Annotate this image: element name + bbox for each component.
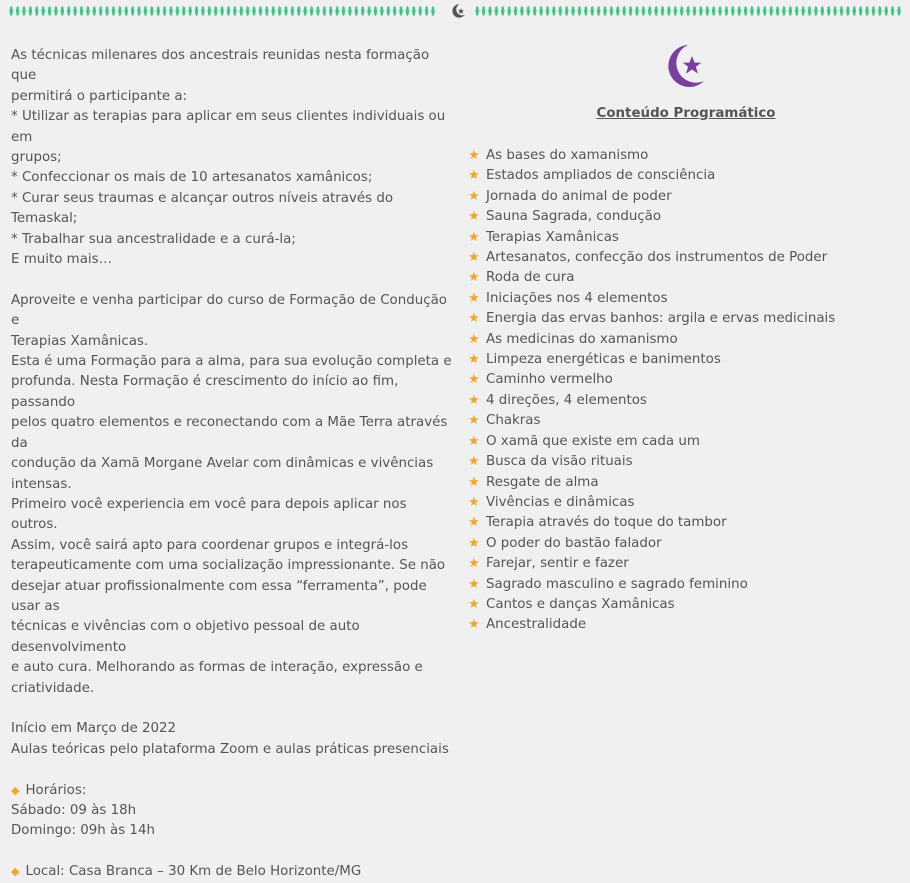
list-item [468, 452, 835, 472]
list-item [468, 350, 835, 370]
body-line: profunda. Nesta Formação é crescimento do início ao fim, passando [11, 374, 399, 410]
topic-label: Resgate de alma [486, 474, 599, 490]
body-line: e auto cura. Melhorando as formas de interação, expressão e [11, 660, 423, 676]
intro-line: grupos; [11, 150, 62, 166]
topic-label: Estados ampliados de consciência [486, 168, 716, 184]
list-item [468, 146, 835, 166]
divider-line-left [8, 5, 436, 17]
schedule-heading [11, 781, 456, 801]
intro-line: E muito mais… [11, 252, 113, 268]
body-line: desejar atuar profissionalmente com essa “ferramenta”, pode usar as [11, 578, 427, 614]
topic-label: O xamã que existe em cada um [486, 433, 700, 449]
body-line: Primeiro você experiencia em você para depois aplicar nos outros. [11, 496, 407, 533]
list-item [468, 493, 835, 513]
body-line: intensas. [11, 476, 72, 492]
intro-line: * Trabalhar sua ancestralidade e a curá-la; [11, 231, 296, 247]
star-icon: ★ [468, 352, 480, 368]
topics-list [468, 146, 835, 636]
body-line: técnicas e vivências com o objetivo pessoal de auto desenvolvimento [11, 619, 360, 655]
list-item [468, 575, 835, 595]
intro-line: As técnicas milenares dos ancestrais reunidas nesta formação que [11, 48, 430, 84]
list-item [468, 595, 835, 615]
topic-label: Busca da visão rituais [486, 454, 633, 470]
star-icon: ★ [468, 454, 480, 470]
location-info [11, 862, 456, 882]
body-line: Esta é uma Formação para a alma, para sua evolução completa e [11, 354, 452, 370]
list-item [468, 411, 835, 431]
body-line: pelos quatro elementos e reconectando com a Mãe Terra através da [11, 415, 448, 451]
star-icon: ★ [468, 474, 480, 490]
star-icon: ★ [468, 148, 480, 163]
star-icon: ★ [468, 229, 480, 245]
list-item [468, 268, 835, 288]
topic-label: Terapia através do toque do tambor [486, 515, 727, 531]
intro-line: * Confeccionar os mais de 10 artesanatos xamânicos; [11, 170, 373, 186]
list-item [468, 473, 835, 493]
list-item [468, 309, 835, 329]
star-icon: ★ [468, 515, 480, 531]
divider-line-right [474, 5, 902, 17]
star-icon: ★ [468, 250, 480, 266]
star-icon: ★ [468, 290, 480, 306]
star-icon: ★ [468, 413, 480, 429]
star-icon: ★ [468, 372, 480, 388]
list-item [468, 432, 835, 452]
intro-paragraph [11, 46, 456, 270]
star-icon: ★ [468, 556, 480, 572]
topic-label: Caminho vermelho [486, 372, 613, 388]
body-line: condução da Xamã Morgane Avelar com dinâmicas e vivências [11, 456, 434, 472]
list-item [468, 228, 835, 248]
moon-star-logo-icon [664, 44, 712, 88]
diamond-bullet-icon: ◆ [11, 865, 20, 879]
topic-label: O poder do bastão falador [486, 535, 662, 551]
intro-line: permitirá o participante a: [11, 88, 188, 104]
course-description [11, 46, 456, 883]
topic-label: Sauna Sagrada, condução [486, 209, 662, 225]
topic-label: Artesanatos, confecção dos instrumentos de Poder [486, 250, 828, 266]
star-icon: ★ [468, 596, 480, 612]
topic-label: Chakras [486, 413, 541, 429]
list-item [468, 513, 835, 533]
body-line: criatividade. [11, 680, 95, 696]
star-icon: ★ [468, 433, 480, 449]
diamond-bullet-icon: ◆ [11, 783, 20, 797]
topic-label: Jornada do animal de poder [486, 188, 672, 204]
list-item [468, 166, 835, 186]
star-icon: ★ [468, 188, 480, 204]
star-icon: ★ [468, 617, 480, 633]
section-title: Conteúdo Programático [596, 106, 776, 121]
start-date: Início em Março de 2022 [11, 721, 177, 737]
location-text: Local: Casa Branca – 30 Km de Belo Horizonte/MG [25, 864, 362, 880]
class-format: Aulas teóricas pelo plataforma Zoom e aulas práticas presenciais [11, 741, 449, 757]
moon-star-icon [449, 2, 467, 20]
list-item [468, 615, 835, 635]
list-item [468, 330, 835, 350]
list-item [468, 554, 835, 574]
star-icon: ★ [468, 494, 480, 510]
intro-line: * Curar seus traumas e alcançar outros níveis através do Temaskal; [11, 190, 394, 227]
list-item [468, 207, 835, 227]
list-item [468, 248, 835, 268]
star-icon: ★ [468, 270, 480, 286]
schedule-label: Horários: [25, 782, 87, 798]
topic-label: Terapias Xamânicas [486, 229, 619, 245]
schedule-sunday: Domingo: 09h às 14h [11, 823, 155, 839]
topic-label: As bases do xamanismo [486, 148, 649, 163]
schedule-saturday: Sábado: 09 às 18h [11, 802, 137, 818]
star-icon: ★ [468, 311, 480, 327]
topic-label: Energia das ervas banhos: argila e ervas medicinais [486, 311, 836, 327]
topic-label: Sagrado masculino e sagrado feminino [486, 576, 748, 592]
schedule-info [11, 781, 456, 842]
star-icon: ★ [468, 168, 480, 184]
star-icon: ★ [468, 535, 480, 551]
topic-label: 4 direções, 4 elementos [486, 392, 647, 408]
topic-label: As medicinas do xamanismo [486, 331, 678, 347]
list-item [468, 391, 835, 411]
list-item [468, 289, 835, 309]
start-info [11, 719, 456, 760]
topic-label: Farejar, sentir e fazer [486, 556, 629, 572]
body-line: Aproveite e venha participar do curso de Formação de Condução e [11, 292, 447, 329]
topic-label: Limpeza energéticas e banimentos [486, 352, 721, 368]
topic-label: Vivências e dinâmicas [486, 494, 635, 510]
top-divider [0, 0, 910, 22]
body-line: Assim, você sairá apto para coordenar grupos e integrá-los [11, 537, 409, 553]
body-paragraph [11, 291, 456, 699]
list-item [468, 370, 835, 390]
intro-line: * Utilizar as terapias para aplicar em seus clientes individuais ou em [11, 109, 446, 145]
body-line: terapeuticamente com uma socialização impressionante. Se não [11, 558, 446, 574]
topic-label: Iniciações nos 4 elementos [486, 290, 668, 306]
star-icon: ★ [468, 576, 480, 592]
topic-label: Roda de cura [486, 270, 575, 286]
body-line: Terapias Xamânicas. [11, 333, 149, 349]
star-icon: ★ [468, 331, 480, 347]
list-item [468, 187, 835, 207]
list-item [468, 534, 835, 554]
topic-label: Ancestralidade [486, 617, 587, 633]
star-icon: ★ [468, 209, 480, 225]
star-icon: ★ [468, 392, 480, 408]
topic-label: Cantos e danças Xamânicas [486, 596, 675, 612]
